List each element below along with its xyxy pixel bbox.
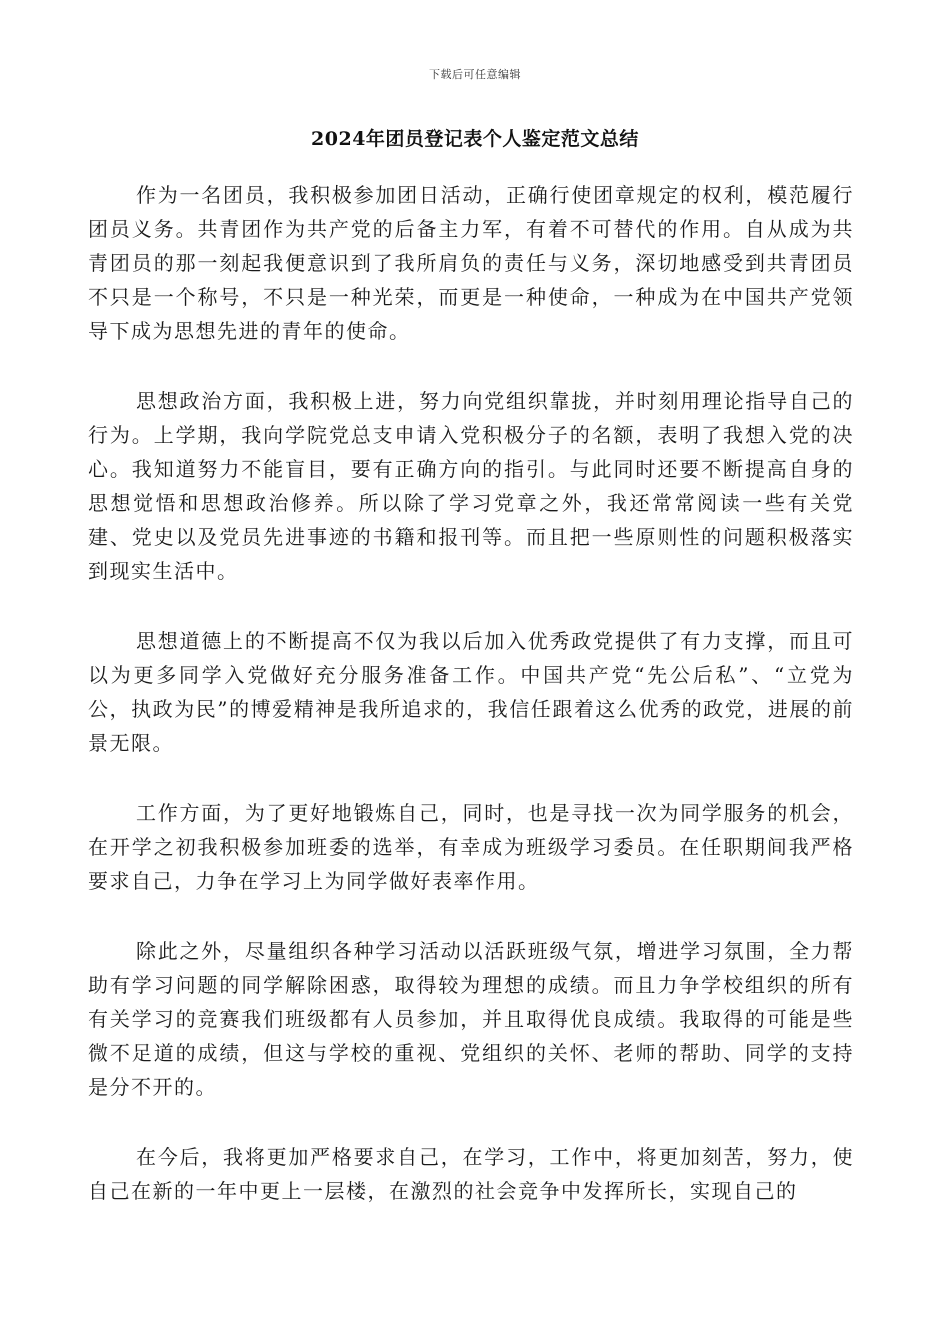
header-note: 下载后可任意编辑 — [429, 68, 521, 81]
paragraph: 作为一名团员，我积极参加团日活动，正确行使团章规定的权利，模范履行团员义务。共青团作为共产党的后备主力军，有着不可替代的作用。自从成为共青团员的那一刻起我便意识到了我所肩负的责任与义务，深切地感受到共青团员不只是一个称号，不只是一种光荣，而更是一种使命，一种成为在中国共产党领导下成为思想先进的青年的使命。 — [88, 183, 854, 343]
document-title: 2024年团员登记表个人鉴定范文总结 — [311, 128, 639, 150]
document-body — [88, 178, 854, 1244]
paragraph: 思想政治方面，我积极上进，努力向党组织靠拢，并时刻用理论指导自己的行为。上学期，我向学院党总支申请入党积极分子的名额，表明了我想入党的决心。我知道努力不能盲目，要有正确方向的指引。与此同时还要不断提高自身的思想觉悟和思想政治修养。所以除了学习党章之外，我还常常阅读一些有关党建、党史以及党员先进事迹的书籍和报刊等。而且把一些原则性的问题积极落实到现实生活中。 — [88, 389, 854, 583]
paragraph: 工作方面，为了更好地锻炼自己，同时，也是寻找一次为同学服务的机会，在开学之初我积极参加班委的选举，有幸成为班级学习委员。在任职期间我严格要求自己，力争在学习上为同学做好表率作用。 — [88, 801, 854, 893]
paragraph: 除此之外，尽量组织各种学习活动以活跃班级气氛，增进学习氛围，全力帮助有学习问题的同学解除困惑，取得较为理想的成绩。而且力争学校组织的所有有关学习的竞赛我们班级都有人员参加，并且取得优良成绩。我取得的可能是些微不足道的成绩，但这与学校的重视、党组织的关怀、老师的帮助、同学的支持是分不开的。 — [88, 939, 854, 1099]
paragraph: 思想道德上的不断提高不仅为我以后加入优秀政党提供了有力支撑，而且可以为更多同学入党做好充分服务准备工作。中国共产党“先公后私”、“立党为公，执政为民”的博爱精神是我所追求的，我信任跟着这么优秀的政党，进展的前景无限。 — [88, 629, 854, 755]
paragraph: 在今后，我将更加严格要求自己，在学习，工作中，将更加刻苦，努力，使自己在新的一年中更上一层楼，在激烈的社会竞争中发挥所长，实现自己的 — [88, 1145, 854, 1203]
